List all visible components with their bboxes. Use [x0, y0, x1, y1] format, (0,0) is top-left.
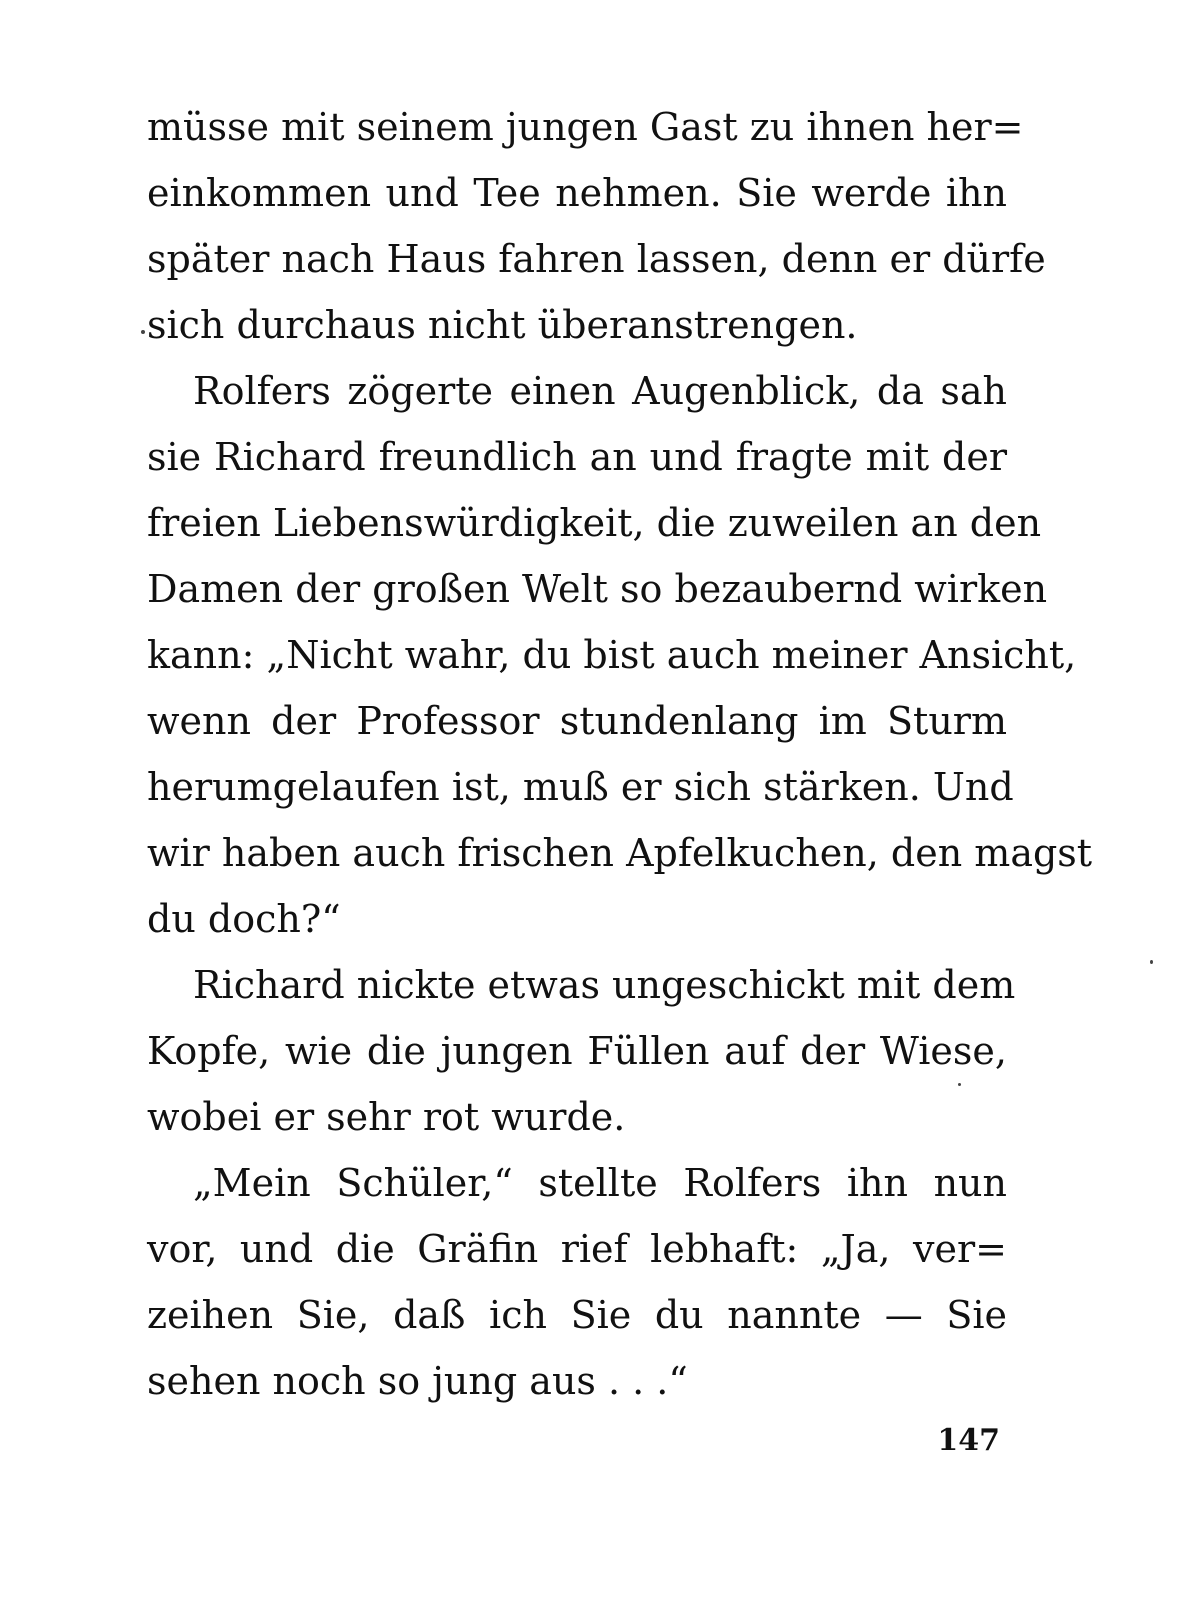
text-line: Rolfers zögerte einen Augenblick, da sah — [193, 369, 1007, 413]
text-line: wir haben auch frischen Apfelkuchen, den magst — [147, 831, 1093, 875]
text-line: vor, und die Gräfin rief lebhaft: „Ja, ver= — [147, 1227, 1007, 1271]
text-line: Richard nickte etwas ungeschickt mit dem — [193, 963, 1016, 1007]
text-line: freien Liebenswürdigkeit, die zuweilen an den — [147, 501, 1042, 545]
text-line: wenn der Professor stundenlang im Sturm — [147, 699, 1007, 743]
text-line: sehen noch so jung aus . . .“ — [147, 1359, 688, 1403]
text-line: sie Richard freundlich an und fragte mit der — [147, 435, 1007, 479]
text-line: „Mein Schüler,“ stellte Rolfers ihn nun — [193, 1161, 1007, 1205]
text-line: später nach Haus fahren lassen, denn er dürfe — [147, 237, 1046, 281]
text-line: einkommen und Tee nehmen. Sie werde ihn — [147, 171, 1007, 215]
body-text — [147, 94, 1093, 1414]
text-line: herumgelaufen ist, muß er sich stärken. Und — [147, 765, 1014, 809]
text-line: sich durchaus nicht überanstrengen. — [147, 303, 858, 347]
text-line: du doch?“ — [147, 897, 341, 941]
text-line: Damen der großen Welt so bezaubernd wirken — [147, 567, 1048, 611]
page-number: 147 — [937, 1423, 1000, 1458]
text-line: Kopfe, wie die jungen Füllen auf der Wiese, — [147, 1029, 1007, 1073]
print-speck — [1150, 960, 1153, 964]
text-line: wobei er sehr rot wurde. — [147, 1095, 626, 1139]
text-line: müsse mit seinem jungen Gast zu ihnen her= — [147, 105, 1024, 149]
text-line: zeihen Sie, daß ich Sie du nannte — Sie — [147, 1293, 1007, 1337]
print-speck — [958, 1083, 961, 1086]
text-line: kann: „Nicht wahr, du bist auch meiner Ansicht, — [147, 633, 1077, 677]
print-speck — [141, 330, 145, 334]
